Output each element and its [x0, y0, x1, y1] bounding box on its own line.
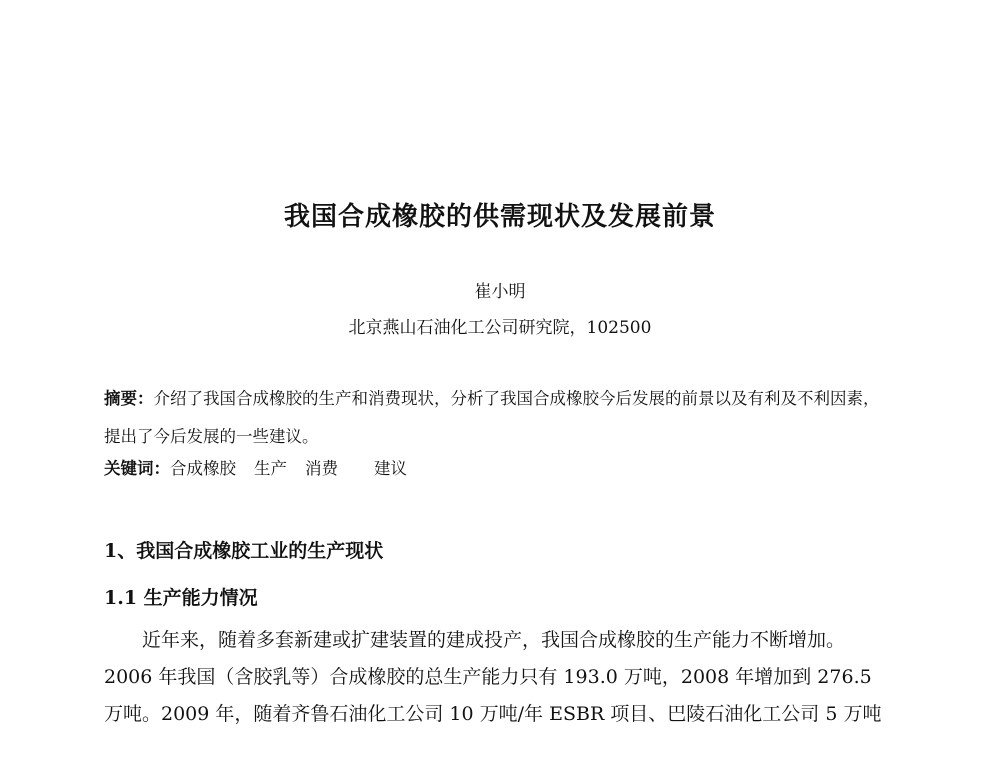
author-affiliation: 北京燕山石油化工公司研究院，102500 [348, 318, 652, 338]
keyword-item: 消费 [305, 459, 338, 478]
author-name: 崔小明 [474, 282, 526, 302]
keywords [104, 457, 894, 481]
body-paragraph [104, 622, 894, 733]
abstract [104, 380, 894, 456]
keyword-item: 生产 [254, 459, 287, 478]
section-heading: 1、我国合成橡胶工业的生产现状 [104, 540, 384, 562]
body-line: 2006 年我国（含胶乳等）合成橡胶的总生产能力只有 193.0 万吨，2008 年增加到 276.5 [104, 666, 872, 688]
subsection-heading: 1.1 生产能力情况 [104, 587, 258, 609]
abstract-label: 摘要： [104, 389, 154, 408]
keyword-item: 建议 [374, 459, 407, 478]
body-line: 万吨。2009 年，随着齐鲁石油化工公司 10 万吨/年 ESBR 项目、巴陵石油化工公司 5 万吨 [104, 703, 882, 725]
keyword-item: 合成橡胶 [170, 459, 236, 478]
keywords-label: 关键词： [104, 459, 170, 478]
paper-title: 我国合成橡胶的供需现状及发展前景 [283, 202, 716, 232]
body-line: 近年来，随着多套新建或扩建装置的建成投产，我国合成橡胶的生产能力不断增加。 [142, 629, 846, 651]
abstract-text: 介绍了我国合成橡胶的生产和消费现状，分析了我国合成橡胶今后发展的前景以及有利及不利因素，提出了今后发展的一些建议。 [104, 389, 880, 446]
